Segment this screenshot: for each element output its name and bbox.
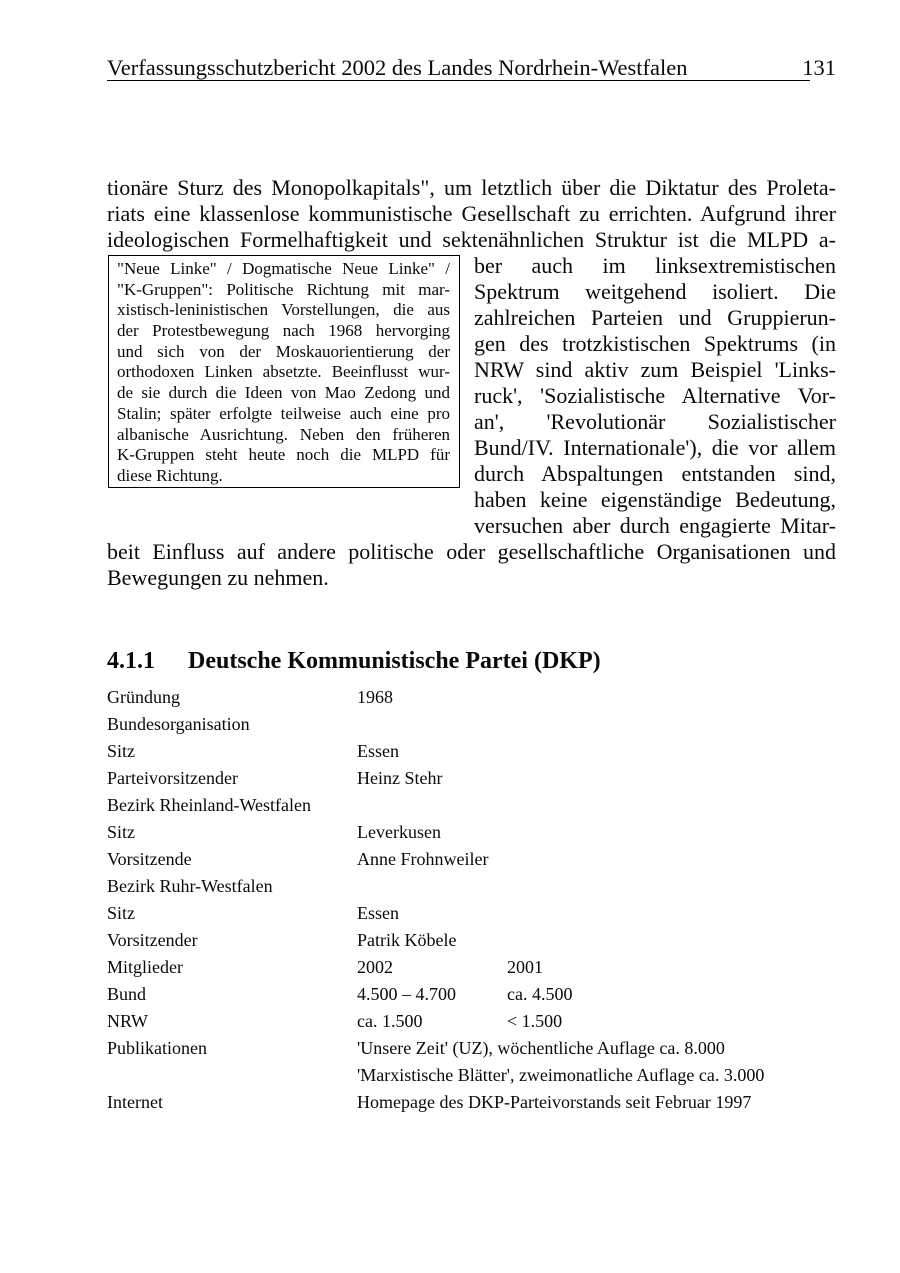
definition-line: "K-Gruppen": Politische Richtung mit mar-: [117, 279, 450, 299]
body-paragraph-top: [107, 175, 836, 253]
fact-label: NRW: [107, 1011, 149, 1031]
table-row: [107, 927, 836, 954]
body-line: Bund/IV. Internationale'), die vor allem: [474, 435, 836, 460]
definition-line: xistisch-leninistischen Vorstellungen, die aus: [117, 300, 450, 320]
body-line: zahlreichen Parteien und Gruppierun-: [474, 305, 836, 330]
fact-label: Gründung: [107, 687, 180, 707]
fact-label: Sitz: [107, 822, 136, 842]
definition-line: "Neue Linke" / Dogmatische Neue Linke" /: [117, 259, 450, 278]
definition-line: diese Richtung.: [117, 465, 223, 485]
running-header-title: Verfassungsschutzbericht 2002 des Landes Nordrhein-Westfalen: [107, 55, 688, 80]
body-line: Spektrum weitgehend isoliert. Die: [474, 279, 836, 304]
section-heading: [107, 647, 836, 675]
fact-value: Anne Frohnweiler: [357, 849, 489, 869]
fact-label: Mitglieder: [107, 957, 183, 977]
table-row: [107, 846, 836, 873]
definition-line: orthodoxen Linken absetzte. Beeinflusst wur-: [117, 362, 450, 382]
table-row: [107, 684, 836, 711]
fact-value-secondary: < 1.500: [507, 1011, 563, 1031]
fact-value: Essen: [357, 903, 399, 923]
fact-group-label: Bezirk Rheinland-Westfalen: [107, 795, 311, 815]
table-row: [107, 819, 836, 846]
fact-label: Internet: [107, 1092, 163, 1112]
table-row: [107, 900, 836, 927]
fact-value: Essen: [357, 741, 399, 761]
fact-value: Leverkusen: [357, 822, 441, 842]
body-line: ideologischen Formelhaftigkeit und sektenähnlichen Struktur ist die MLPD a-: [107, 227, 836, 252]
table-row: [107, 1035, 836, 1062]
table-row: [107, 738, 836, 765]
header-rule: [107, 80, 810, 81]
body-line: riats eine klassenlose kommunistische Gesellschaft zu errichten. Aufgrund ihrer: [107, 201, 836, 226]
body-line: NRW sind aktiv zum Beispiel 'Links-: [474, 357, 836, 382]
fact-value-secondary: 2001: [507, 957, 543, 977]
table-row: [107, 873, 836, 900]
body-line: Bewegungen zu nehmen.: [107, 565, 329, 590]
fact-label: Parteivorsitzender: [107, 768, 238, 788]
fact-group-label: Bezirk Ruhr-Westfalen: [107, 876, 273, 896]
fact-value-secondary: ca. 4.500: [507, 984, 573, 1004]
definition-line: Stalin; später erfolgte teilweise auch eine pro: [117, 403, 450, 423]
body-line: haben keine eigenständige Bedeutung,: [474, 487, 836, 512]
fact-label: Bund: [107, 984, 147, 1004]
table-row: [107, 711, 836, 738]
body-line: versuchen aber durch engagierte Mitar-: [474, 513, 836, 538]
fact-value: Patrik Köbele: [357, 930, 457, 950]
body-line: ruck', 'Sozialistische Alternative Vor-: [474, 383, 836, 408]
body-line: an', 'Revolutionär Sozialistischer: [474, 409, 836, 434]
fact-value: Heinz Stehr: [357, 768, 443, 788]
table-row: [107, 792, 836, 819]
table-row: [107, 765, 836, 792]
fact-value: 2002: [357, 957, 393, 977]
body-line: gen des trotzkistischen Spektrums (in: [474, 331, 836, 356]
body-line: ber auch im linksextremistischen: [474, 253, 836, 278]
fact-value: 'Unsere Zeit' (UZ), wöchentliche Auflage ca. 8.000: [357, 1038, 725, 1058]
fact-value: 4.500 – 4.700: [357, 984, 456, 1004]
table-row: [107, 1008, 836, 1035]
fact-label: Vorsitzender: [107, 930, 198, 950]
fact-label: Vorsitzende: [107, 849, 192, 869]
organization-facts-table: [107, 684, 836, 1116]
table-row: [107, 954, 836, 981]
fact-value: 1968: [357, 687, 393, 707]
fact-group-label: Bundesorganisation: [107, 714, 250, 734]
body-line: tionäre Sturz des Monopolkapitals", um letztlich über die Diktatur des Proleta-: [107, 175, 836, 200]
table-row: [107, 981, 836, 1008]
body-paragraph-right-column: [474, 253, 836, 539]
definition-box: [108, 255, 460, 488]
fact-value: ca. 1.500: [357, 1011, 423, 1031]
fact-value: 'Marxistische Blätter', zweimonatliche Auflage ca. 3.000: [357, 1065, 765, 1085]
definition-line: albanische Ausrichtung. Neben den früheren: [117, 424, 450, 444]
table-row: [107, 1089, 836, 1116]
table-row: [107, 1062, 836, 1089]
section-number: 4.1.1: [107, 648, 155, 674]
page-number: 131: [802, 55, 836, 80]
section-title: Deutsche Kommunistische Partei (DKP): [188, 648, 601, 674]
definition-line: K-Gruppen steht heute noch die MLPD für: [117, 445, 450, 465]
definition-line: und sich von der Moskauorientierung der: [117, 341, 450, 361]
definition-line: de sie durch die Ideen von Mao Zedong und: [117, 383, 450, 403]
definition-line: der Protestbewegung nach 1968 hervorging: [117, 321, 450, 341]
fact-label: Sitz: [107, 741, 136, 761]
body-paragraph-bottom: [107, 539, 836, 591]
body-line: beit Einfluss auf andere politische oder gesellschaftliche Organisationen und: [107, 539, 836, 564]
body-line: durch Abspaltungen entstanden sind,: [474, 461, 836, 486]
fact-label: Publikationen: [107, 1038, 207, 1058]
fact-value: Homepage des DKP-Parteivorstands seit Februar 1997: [357, 1092, 752, 1112]
fact-label: Sitz: [107, 903, 136, 923]
